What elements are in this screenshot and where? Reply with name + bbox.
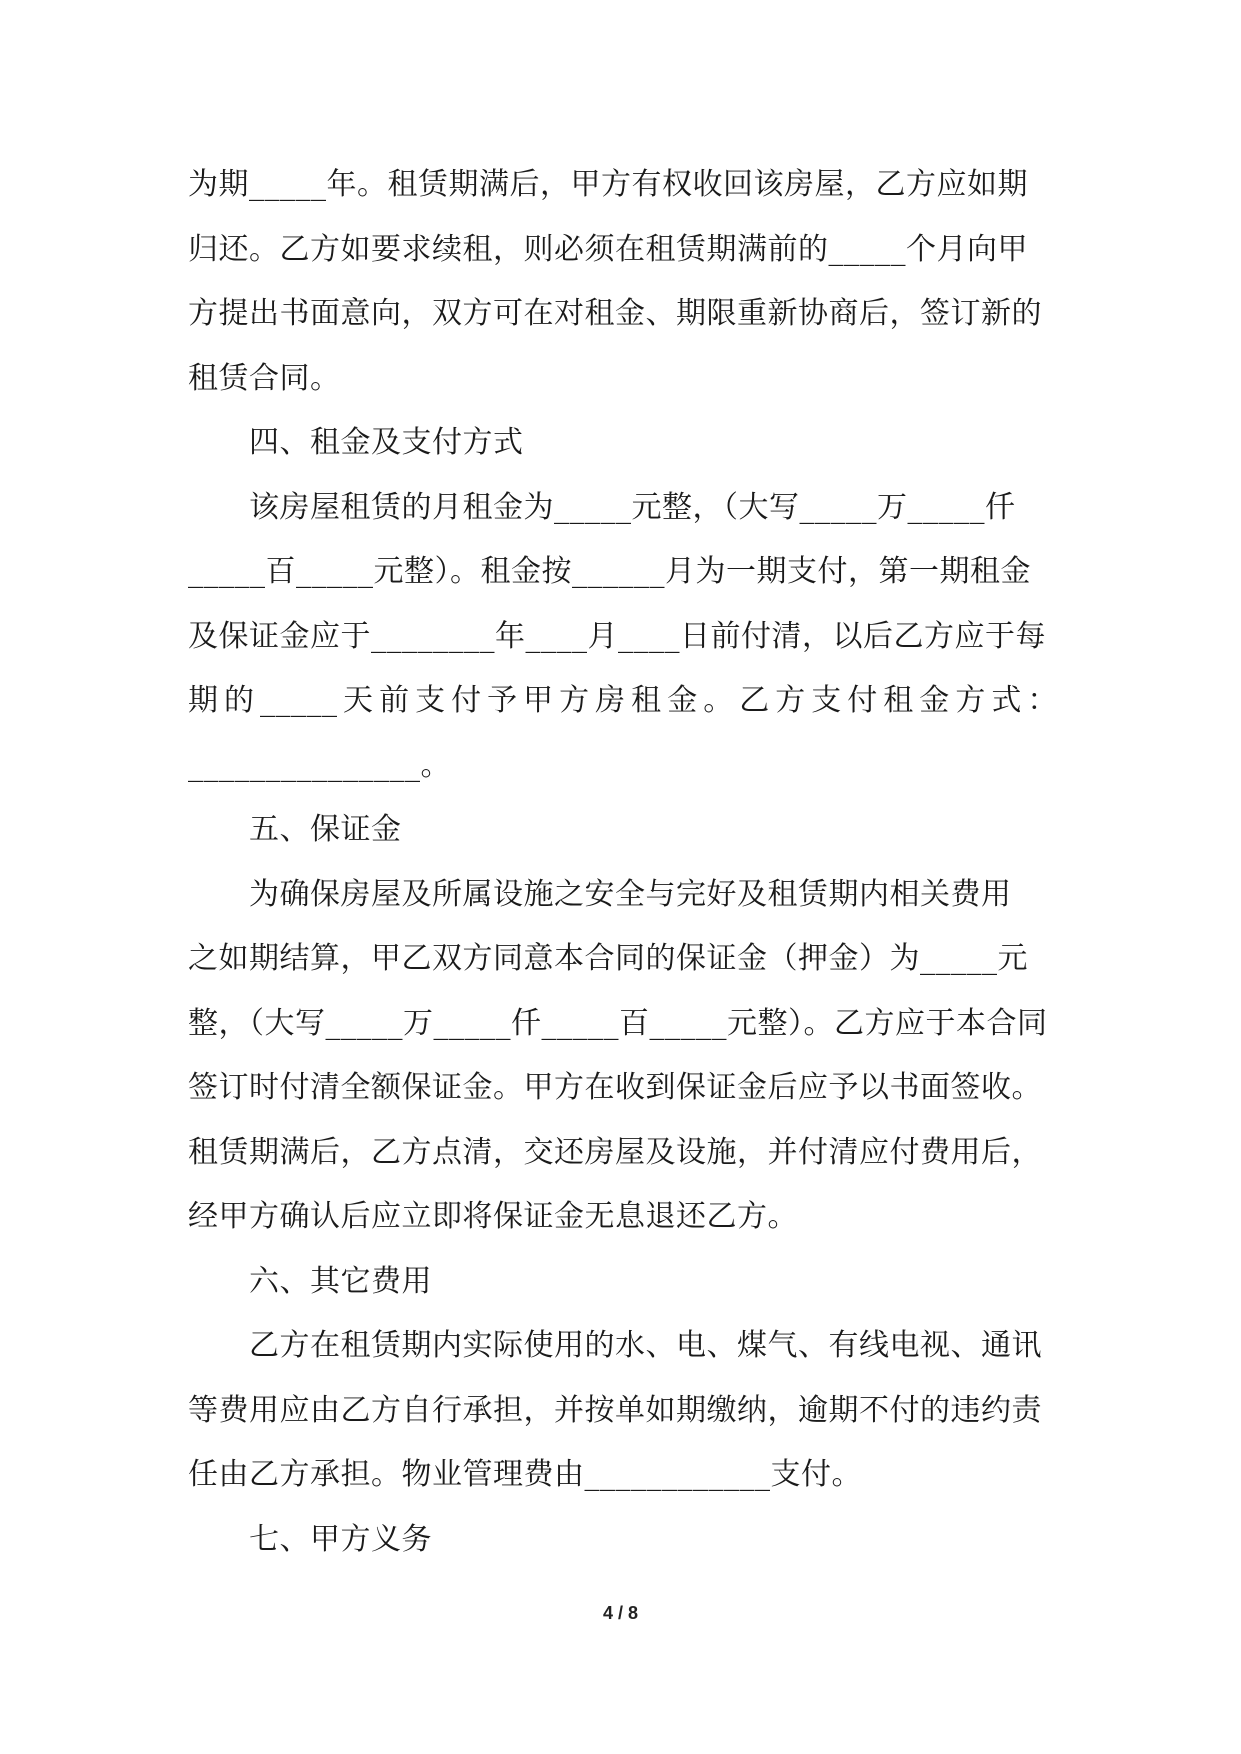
text-glyph: 式 (991, 683, 1022, 718)
text-glyph: 方 (775, 683, 806, 718)
text-line: 租赁期满后，乙方点清，交还房屋及设施，并付清应付费用后， (188, 1134, 1042, 1170)
text-line: 方提出书面意向，双方可在对租金、期限重新协商后，签订新的 (188, 296, 1042, 331)
text-glyph: 期 (188, 683, 219, 718)
text-glyph: 付 (847, 683, 878, 718)
section-heading-rent: 四、租金及支付方式 (249, 425, 524, 460)
text-glyph: 乙 (739, 683, 770, 718)
text-glyph: 方 (955, 683, 986, 718)
text-glyph: ： (1027, 683, 1058, 718)
text-line: 租赁合同。 (188, 360, 341, 396)
text-line: 该房屋租赁的月租金为_____元整，（大写_____万_____仟 (249, 489, 1016, 525)
text-glyph: 付 (451, 683, 482, 718)
text-glyph: 房 (595, 683, 626, 718)
text-line: 为期_____年。租赁期满后，甲方有权收回该房屋，乙方应如期 (188, 167, 1028, 202)
text-line: 整，（大写_____万_____仟_____百_____元整）。乙方应于本合同 (188, 1005, 1048, 1041)
text-glyph: 予 (487, 683, 518, 718)
document-body (188, 153, 1058, 1572)
text-line: 等费用应由乙方自行承担，并按单如期缴纳，逾期不付的违约责 (188, 1392, 1042, 1428)
text-line: 经甲方确认后应立即将保证金无息退还乙方。 (188, 1199, 798, 1234)
text-line: 归还。乙方如要求续租，则必须在租赁期满前的_____个月向甲 (188, 231, 1028, 267)
text-line: 为确保房屋及所属设施之安全与完好及租赁期内相关费用 (249, 876, 1012, 912)
text-glyph: 天 (343, 683, 374, 718)
text-line: 签订时付清全额保证金。甲方在收到保证金后应予以书面签收。 (188, 1070, 1042, 1105)
text-line: 乙方在租赁期内实际使用的水、电、煤气、有线电视、通讯 (249, 1328, 1042, 1363)
section-heading-lessor-duties: 七、甲方义务 (249, 1521, 432, 1557)
text-glyph: 支 (415, 683, 446, 718)
text-glyph: 租 (631, 683, 662, 718)
text-line-justified (188, 669, 1058, 734)
text-line: 任由乙方承担。物业管理费由____________支付。 (188, 1457, 862, 1492)
text-glyph: 的 (224, 683, 255, 718)
text-glyph: 金 (919, 683, 950, 718)
text-glyph: 。 (703, 683, 734, 718)
text-line: 之如期结算，甲乙双方同意本合同的保证金（押金）为_____元 (188, 941, 1028, 976)
section-heading-other-fees: 六、其它费用 (249, 1263, 432, 1299)
text-line: 及保证金应于________年____月____日前付清，以后乙方应于每 (188, 618, 1046, 654)
section-heading-deposit: 五、保证金 (249, 812, 402, 847)
text-line: _____百_____元整）。租金按______月为一期支付，第一期租金 (188, 554, 1031, 589)
page-number: 4 / 8 (602, 1603, 639, 1623)
text-line: _______________。 (188, 747, 451, 783)
text-glyph: 租 (883, 683, 914, 718)
text-glyph: 金 (667, 683, 698, 718)
text-glyph: 前 (379, 683, 410, 718)
text-glyph: 甲 (523, 683, 554, 718)
text-glyph: _____ (260, 683, 338, 718)
text-glyph: 支 (811, 683, 842, 718)
text-glyph: 方 (559, 683, 590, 718)
